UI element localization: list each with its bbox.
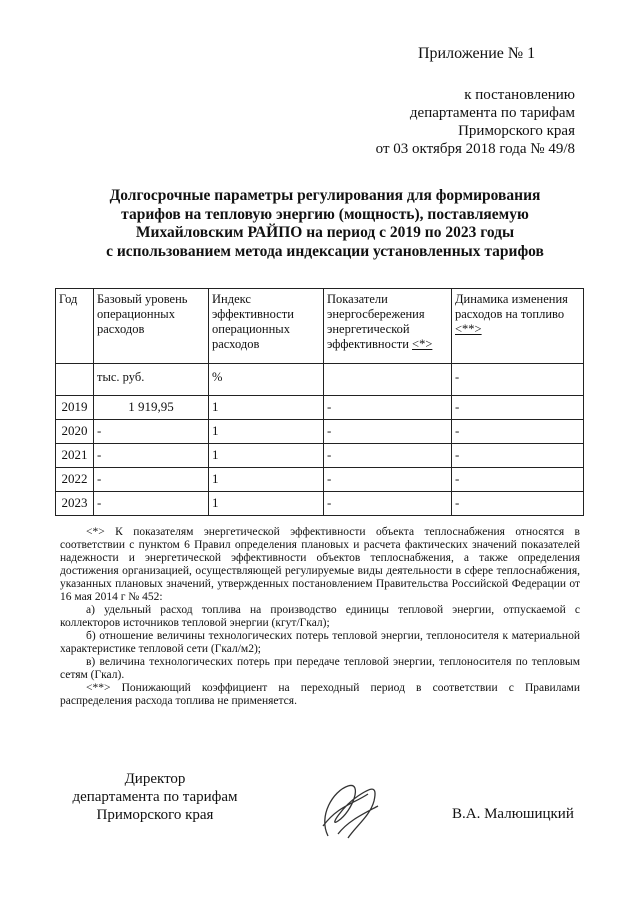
cell-energy: - [324, 492, 452, 516]
decree-line: к постановлению [464, 87, 575, 103]
cell-energy: - [324, 468, 452, 492]
handwritten-signature [308, 776, 398, 846]
unit-base: тыс. руб. [94, 364, 209, 396]
cell-energy: - [324, 420, 452, 444]
unit-index: % [209, 364, 324, 396]
decree-line: от 03 октября 2018 года № 49/8 [375, 141, 575, 157]
cell-fuel: - [452, 420, 584, 444]
cell-fuel: - [452, 444, 584, 468]
footnotes [60, 526, 580, 708]
cell-index: 1 [209, 468, 324, 492]
heading-line: тарифов на тепловую энергию (мощность), поставляемую [121, 205, 529, 223]
cell-index: 1 [209, 396, 324, 420]
cell-energy: - [324, 444, 452, 468]
document-heading [60, 187, 590, 261]
table-header-row [56, 289, 584, 364]
cell-year: 2022 [56, 468, 94, 492]
unit-year [56, 364, 94, 396]
header-fuel-dynamics [452, 289, 584, 364]
director-line: департамента по тарифам [72, 789, 238, 805]
cell-index: 1 [209, 492, 324, 516]
unit-energy [324, 364, 452, 396]
cell-base: - [94, 468, 209, 492]
cell-year: 2021 [56, 444, 94, 468]
cell-base: - [94, 492, 209, 516]
footnote-ref-1: <*> [412, 337, 433, 351]
footnote-paragraph: в) величина технологических потерь при передаче тепловой энергии, теплоносителя по тепловым сетям (Гкал). [60, 656, 580, 681]
cell-year: 2020 [56, 420, 94, 444]
cell-year: 2023 [56, 492, 94, 516]
cell-fuel: - [452, 396, 584, 420]
header-energy-saving [324, 289, 452, 364]
decree-reference [360, 86, 575, 158]
cell-year: 2019 [56, 396, 94, 420]
cell-base: 1 919,95 [94, 396, 209, 420]
cell-base: - [94, 444, 209, 468]
cell-index: 1 [209, 420, 324, 444]
table-row [56, 420, 584, 444]
header-energy-text: Показатели энергосбережения энергетической эффективности [327, 292, 425, 351]
decree-line: Приморского края [458, 123, 575, 139]
cell-fuel: - [452, 468, 584, 492]
heading-line: Михайловским РАЙПО на период с 2019 по 2023 годы [135, 224, 515, 241]
cell-energy: - [324, 396, 452, 420]
table-row [56, 492, 584, 516]
heading-line: с использованием метода индексации установленных тарифов [106, 242, 544, 260]
parameters-table [55, 288, 584, 516]
footnote-paragraph: а) удельный расход топлива на производство единицы тепловой энергии, отпускаемой с коллекторов источников тепловой энергии (кгут/Гкал); [60, 604, 580, 629]
header-fuel-text: Динамика изменения расходов на топливо [455, 292, 568, 321]
signer-name: В.А. Малюшицкий [452, 806, 574, 822]
header-efficiency-index: Индекс эффективности операционных расходов [209, 289, 324, 364]
units-row [56, 364, 584, 396]
footnote-paragraph: <**> Понижающий коэффициент на переходный период в соответствии с Правилами распределения расхода топлива не применяется. [60, 682, 580, 707]
unit-fuel: - [452, 364, 584, 396]
footnote-paragraph: <*> К показателям энергетической эффективности объекта теплоснабжения относятся в соответствии с пунктом 6 Правил определения плановых и расчета фактических значений показателей надежности и энергетической эффективности объектов теплоснабжения, а также определения достижения организацией, осуществляющей регулируемые виды деятельности в сфере теплоснабжения, указанных плановых значений, утвержденных постановлением Правительства Российской Федерации от 16 мая 2014 г № 452: [60, 526, 580, 603]
heading-line: Долгосрочные параметры регулирования для формирования [109, 187, 541, 204]
decree-line: департамента по тарифам [409, 105, 575, 121]
table-row [56, 468, 584, 492]
director-line: Директор [124, 771, 186, 787]
cell-base: - [94, 420, 209, 444]
appendix-title: Приложение № 1 [418, 45, 536, 62]
footnote-paragraph: б) отношение величины технологических потерь тепловой энергии, теплоносителя к материальной характеристике тепловой сети (Гкал/м2); [60, 630, 580, 655]
director-title [60, 770, 250, 824]
director-line: Приморского края [96, 807, 214, 823]
cell-index: 1 [209, 444, 324, 468]
footnote-ref-2: <**> [455, 322, 482, 336]
cell-fuel: - [452, 492, 584, 516]
table-row [56, 444, 584, 468]
table-row [56, 396, 584, 420]
header-base-level: Базовый уровень операционных расходов [94, 289, 209, 364]
header-year: Год [56, 289, 94, 364]
